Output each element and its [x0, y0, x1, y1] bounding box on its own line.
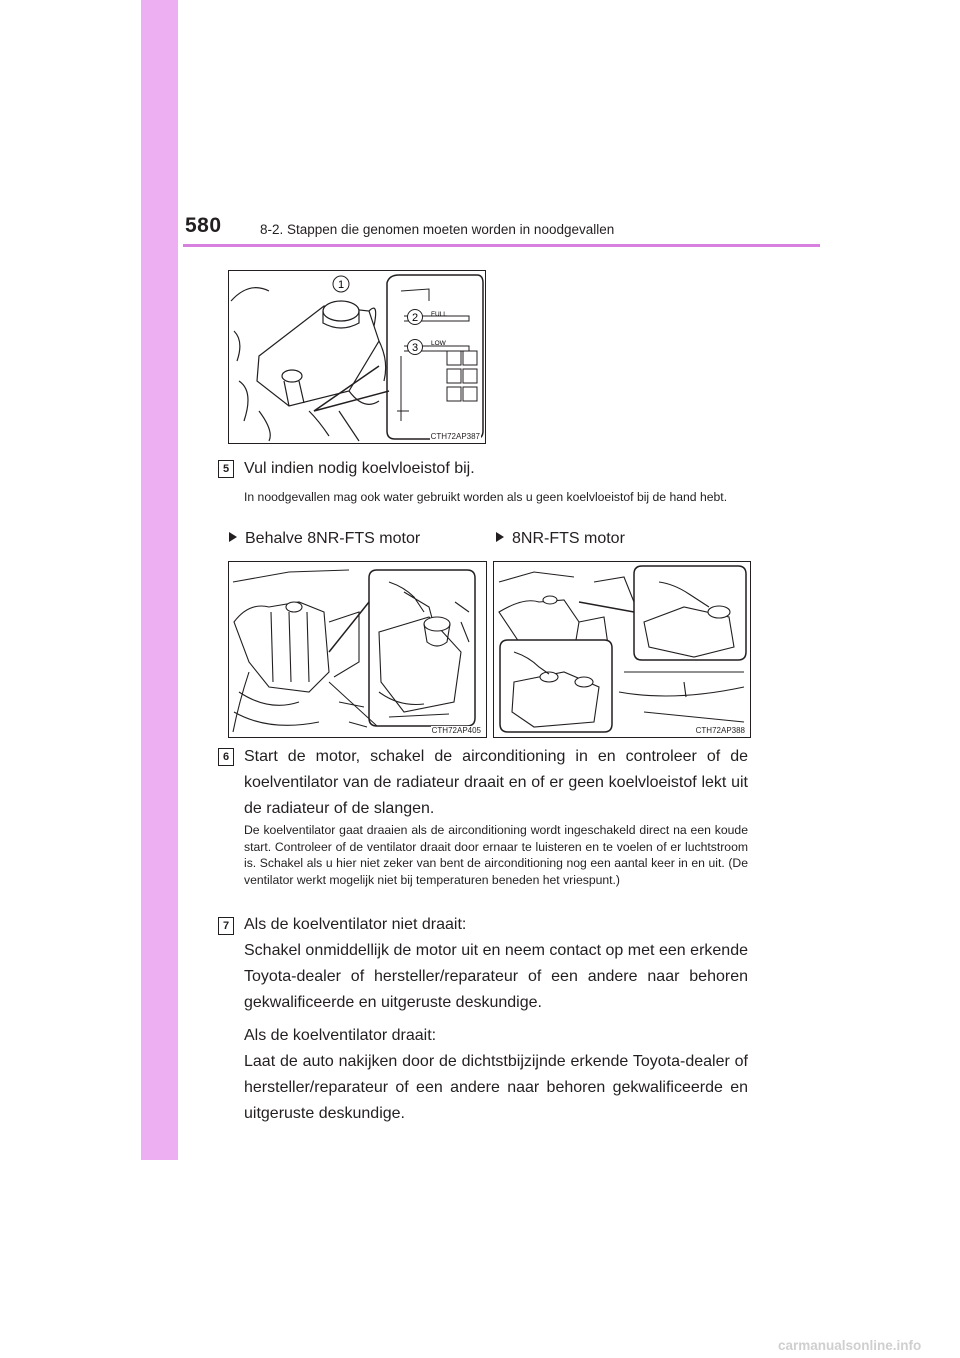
triangle-bullet-icon	[496, 532, 504, 542]
engine-bay-illustration	[229, 562, 486, 737]
callout-1: 1	[337, 279, 345, 291]
figure-code: CTH72AP387	[430, 432, 480, 441]
subheading-8nr	[496, 530, 625, 548]
triangle-bullet-icon	[229, 532, 237, 542]
coolant-reservoir-figure	[228, 270, 486, 444]
subheading-non-8nr-text: Behalve 8NR-FTS motor	[245, 530, 421, 547]
callout-3: 3	[411, 342, 419, 354]
engine-figure-non-8nr	[228, 561, 487, 738]
chapter-sidebar-tab	[141, 0, 178, 1160]
watermark: carmanualsonline.info	[778, 1338, 922, 1353]
header-rule	[183, 244, 820, 247]
step-7-case2-text: Laat de auto nakijken door de dichtstbijzijnde erkende Toyota-dealer of hersteller/reparateur of een andere naar behoren gekwalificeerde en uitgeruste deskundige.	[244, 1053, 748, 1122]
step-6-main-text: Start de motor, schakel de airconditioning in en controleer of de koelventilator van de radiateur draait en of er geen koelvloeistof lekt uit de radiateur of de slangen.	[244, 748, 748, 817]
step-number-5: 5	[218, 460, 234, 478]
page-number: 580	[185, 214, 222, 237]
low-level-label: LOW	[431, 340, 446, 347]
subheading-8nr-text: 8NR-FTS motor	[512, 530, 625, 547]
engine-bay-illustration	[494, 562, 750, 737]
subheading-non-8nr	[229, 530, 420, 548]
section-title: 8-2. Stappen die genomen moeten worden in noodgevallen	[260, 222, 615, 237]
engine-figure-8nr	[493, 561, 751, 738]
step-number-6: 6	[218, 748, 234, 766]
step-7-case1-title: Als de koelventilator niet draait:	[244, 916, 467, 933]
step-5-note: In noodgevallen mag ook water gebruikt worden als u geen koelvloeistof bij de hand hebt.	[244, 490, 728, 504]
step-5-main-text: Vul indien nodig koelvloeistof bij.	[244, 460, 475, 477]
callout-2: 2	[411, 312, 419, 324]
figure-code: CTH72AP388	[695, 726, 745, 735]
full-level-label: FULL	[431, 311, 447, 318]
coolant-reservoir-illustration	[229, 271, 485, 443]
step-6-note: De koelventilator gaat draaien als de airconditioning wordt ingeschakeld direct na een koude start. Controleer of de ventilator draait door ernaar te luisteren en te voelen of er luchtstroom is. Schakel als u hier niet zeker van bent de airconditioning nog een aantal keer in en uit. (De ventilator werkt mogelijk niet bij temperaturen beneden het vriespunt.)	[244, 823, 748, 887]
figure-code: CTH72AP405	[431, 726, 481, 735]
step-7-case2-title: Als de koelventilator draait:	[244, 1027, 437, 1044]
step-7-content	[244, 912, 748, 1127]
step-number-7: 7	[218, 917, 234, 935]
step-7-case1-text: Schakel onmiddellijk de motor uit en neem contact op met een erkende Toyota-dealer of hersteller/reparateur of een andere naar behoren gekwalificeerde en uitgeruste deskundige.	[244, 942, 748, 1011]
